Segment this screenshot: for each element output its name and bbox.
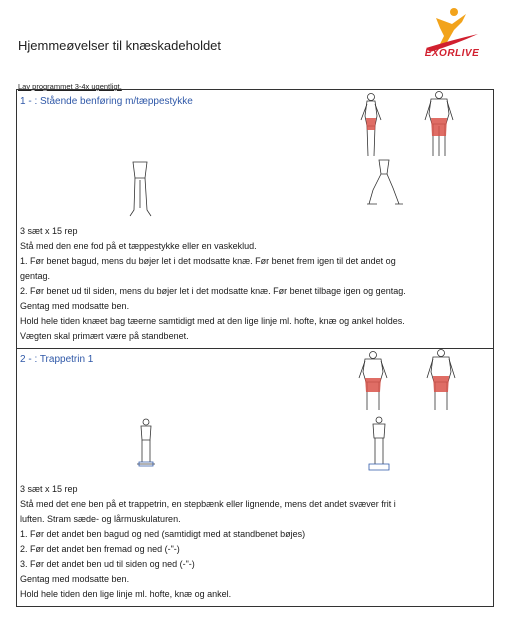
instruction-line: 3 sæt x 15 rep [20,226,78,236]
logo-text: EXORLIVE [424,48,480,59]
instruction-line: 3. Før det andet ben ud til siden og ned (-"-) [20,559,195,569]
exercise-2-instructions [20,482,490,602]
exercise-2 [17,348,493,606]
anatomy-back-view-icon [419,90,459,158]
exercise-figure-standing-icon [125,160,155,220]
exercise-1-title: 1 - : Stående benføring m/tæppestykke [20,96,193,107]
page-title: Hjemmeøvelser til knæskadeholdet [18,38,222,53]
exercise-sheet [16,89,494,607]
exercise-figure-step-back-icon [135,418,157,472]
exercise-1 [17,90,493,349]
instruction-line: 2. Før det andet ben fremad og ned (-"-) [20,544,180,554]
anatomy-back-view-icon [421,348,461,412]
exercise-figure-step-side-icon [367,416,391,476]
anatomy-front-view-icon [355,350,391,412]
exercise-2-title: 2 - : Trappetrin 1 [20,354,94,365]
instruction-line: Hold hele tiden den lige linje ml. hofte, knæ og ankel. [20,589,232,599]
instruction-line: Gentag med modsatte ben. [20,574,130,584]
instruction-line: luften. Stram sæde- og lårmuskulaturen. [20,514,181,524]
exercise-figure-lunge-icon [365,158,405,210]
instruction-line: 1. Før det andet ben bagud og ned (samtidigt med at standbenet bøjes) [20,529,306,539]
instruction-line: 3 sæt x 15 rep [20,484,78,494]
exercise-1-instructions [20,224,490,344]
instruction-line: 2. Før benet ud til siden, mens du bøjer let i det modsatte knæ. Før benet tilbage igen og gentag. [20,286,406,296]
instruction-line: Vægten skal primært være på standbenet. [20,331,189,341]
anatomy-side-view-icon [353,92,389,158]
instruction-line: Hold hele tiden knæet bag tæerne samtidigt med at den lige linje ml. hofte, knæ og ankel holdes. [20,316,405,326]
instruction-line: Stå med det ene ben på et trappetrin, en stepbænk eller lignende, mens det andet svæver frit i [20,499,396,509]
instruction-line: 1. Før benet bagud, mens du bøjer let i det modsatte knæ. Før benet frem igen til det andet og [20,256,396,266]
program-frequency: Lav programmet 3-4x ugentligt. [18,82,122,91]
instruction-line: Stå med den ene fod på et tæppestykke eller en vaskeklud. [20,241,257,251]
instruction-line: gentag. [20,271,51,281]
instruction-line: Gentag med modsatte ben. [20,301,130,311]
